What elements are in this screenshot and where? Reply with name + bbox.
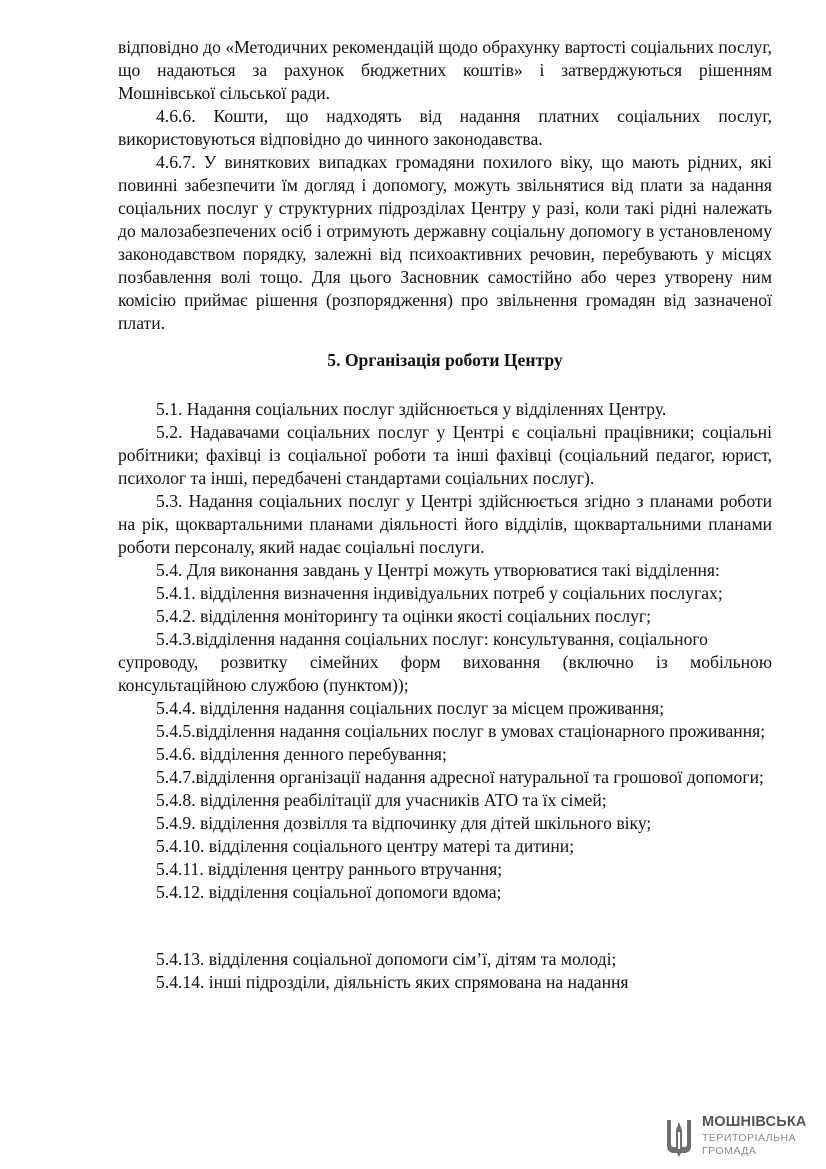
item-5-4-8: 5.4.8. відділення реабілітації для учасників АТО та їх сімей; <box>156 790 607 810</box>
item-5-4-13: 5.4.13. відділення соціальної допомоги сім’ї, дітям та молоді; <box>156 949 617 969</box>
paragraph-4-6-6: 4.6.6. Кошти, що надходять від надання платних соціальних послуг, використовуються відповідно до чинного законодавства. <box>118 106 772 149</box>
item-5-4-14: 5.4.14. інші підрозділи, діяльність яких спрямована на надання <box>156 972 629 992</box>
item-5-4-3: 5.4.3.відділення надання соціальних послуг: консультування, соціального <box>156 629 708 649</box>
logo-line-2: ТЕРИТОРІАЛЬНА <box>702 1132 797 1144</box>
item-5-4-2: 5.4.2. відділення моніторингу та оцінки якості соціальних послуг; <box>156 606 652 626</box>
paragraph-4-6-7: 4.6.7. У виняткових випадках громадяни похилого віку, що мають рідних, які повинні забезпечити їм догляд і допомогу, можуть звільнятися від плати за надання соціальних послуг у структурних підрозділах Центру у разі, коли такі рідні належать до малозабезпечених осіб і отримують державну соціальну допомогу в установленому законодавством порядку, залежні від психоактивних речовин, перебувають у місцях позбавлення волі тощо. Для цього Засновник самостійно або через утворену ним комісію приймає рішення (розпорядження) про звільнення громадян від зазначеної плати. <box>118 152 772 333</box>
paragraph-continuation: відповідно до «Методичних рекомендацій щодо обрахунку вартості соціальних послуг, що надаються за рахунок бюджетних коштів» і затверджуються рішенням Мошнівської сільської ради. <box>118 37 772 103</box>
logo-line-3: ГРОМАДА <box>702 1145 757 1157</box>
blank-gap <box>118 904 772 948</box>
item-5-4-6: 5.4.6. відділення денного перебування; <box>156 744 447 764</box>
logo-line-1: МОШНІВСЬКА <box>702 1114 807 1130</box>
item-5-4-12: 5.4.12. відділення соціальної допомоги вдома; <box>156 882 502 902</box>
item-5-4-3-continued: супроводу, розвитку сімейних форм виховання (включно із мобільною консультаційною службою (пунктом)); <box>118 652 772 695</box>
item-5-4-9: 5.4.9. відділення дозвілля та відпочинку для дітей шкільного віку; <box>156 813 652 833</box>
item-5-4-7: 5.4.7.відділення організації надання адресної натуральної та грошової допомоги; <box>156 767 764 787</box>
item-5-4-11: 5.4.11. відділення центру раннього втручання; <box>156 859 503 879</box>
item-5-4-5: 5.4.5.відділення надання соціальних послуг в умовах стаціонарного проживання; <box>156 721 766 741</box>
item-5-1: 5.1. Надання соціальних послуг здійснюється у відділеннях Центру. <box>156 399 667 419</box>
item-5-3: 5.3. Надання соціальних послуг у Центрі здійснюється згідно з планами роботи на рік, щоквартальними планами діяльності його відділів, щоквартальними планами роботи персоналу, який надає соціальні послуги. <box>118 491 772 557</box>
trident-icon <box>664 1116 694 1158</box>
item-5-4: 5.4. Для виконання завдань у Центрі можуть утворюватися такі відділення: <box>156 560 720 580</box>
community-logo <box>664 1114 814 1160</box>
document-page <box>118 36 772 994</box>
item-5-4-1: 5.4.1. відділення визначення індивідуальних потреб у соціальних послугах; <box>156 583 723 603</box>
item-5-4-4: 5.4.4. відділення надання соціальних послуг за місцем проживання; <box>156 698 665 718</box>
item-5-4-10: 5.4.10. відділення соціального центру матері та дитини; <box>156 836 575 856</box>
item-5-2: 5.2. Надавачами соціальних послуг у Центрі є соціальні працівники; соціальні робітники; фахівці із соціальної роботи та інші фахівці (соціальний педагог, юрист, психолог та інші, передбачені стандартами соціальних послуг). <box>118 422 772 488</box>
section-title: 5. Організація роботи Центру <box>327 350 563 370</box>
